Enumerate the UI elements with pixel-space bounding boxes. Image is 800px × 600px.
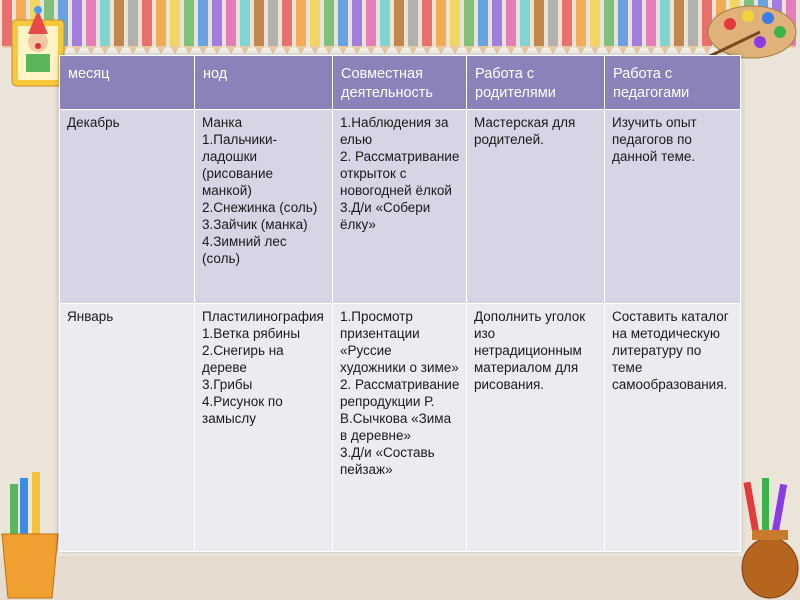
- paint-palette-illustration: [700, 2, 798, 62]
- cell-nod: [195, 304, 333, 552]
- nod-text: Манка 1.Пальчики-ладошки (рисование манкой) 2.Снежинка (соль) 3.Зайчик (манка) 4.Зимний лес (соль): [202, 115, 318, 266]
- table-row: [60, 304, 741, 552]
- cell-joint-activity: [333, 110, 467, 304]
- header-work-with-parents: Работа с родителями: [467, 56, 605, 110]
- cell-teachers: Изучить опыт педагогов по данной теме.: [605, 110, 741, 304]
- plan-table-container: [59, 55, 740, 552]
- cell-teachers: Составить каталог на методическую литературу по теме самообразования.: [605, 304, 741, 552]
- cell-nod: [195, 110, 333, 304]
- joint-activity-text: 1.Просмотр призентации «Русcие художники о зиме» 2. Рассматривание репродукции Р. В.Сычкова «Зима в деревне» 3.Д/и «Составь пейзаж»: [340, 309, 460, 477]
- header-work-with-teachers: Работа с педагогами: [605, 56, 741, 110]
- joint-activity-text: 1.Наблюдения за елью 2. Рассматривание открыток с новогодней ёлкой 3.Д/и «Собери ёлку»: [340, 115, 460, 232]
- plan-table: [59, 55, 741, 552]
- cell-month: Январь: [60, 304, 195, 552]
- header-month: месяц: [60, 56, 195, 110]
- pencil-pot-right-illustration: [738, 478, 800, 600]
- nod-text: Пластилинография 1.Ветка рябины 2.Снегирь на дереве 3.Грибы 4.Рисунок по замыслу: [202, 309, 324, 426]
- table-header-row: [60, 56, 741, 110]
- header-joint-activity: Совместная деятельность: [333, 56, 467, 110]
- cell-joint-activity: [333, 304, 467, 552]
- cell-parents: Мастерская для родителей.: [467, 110, 605, 304]
- pencil-cup-left-illustration: [0, 470, 60, 600]
- header-nod: нод: [195, 56, 333, 110]
- table-row: [60, 110, 741, 304]
- cell-parents: Дополнить уголок изо нетрадиционным материалом для рисования.: [467, 304, 605, 552]
- cell-month: Декабрь: [60, 110, 195, 304]
